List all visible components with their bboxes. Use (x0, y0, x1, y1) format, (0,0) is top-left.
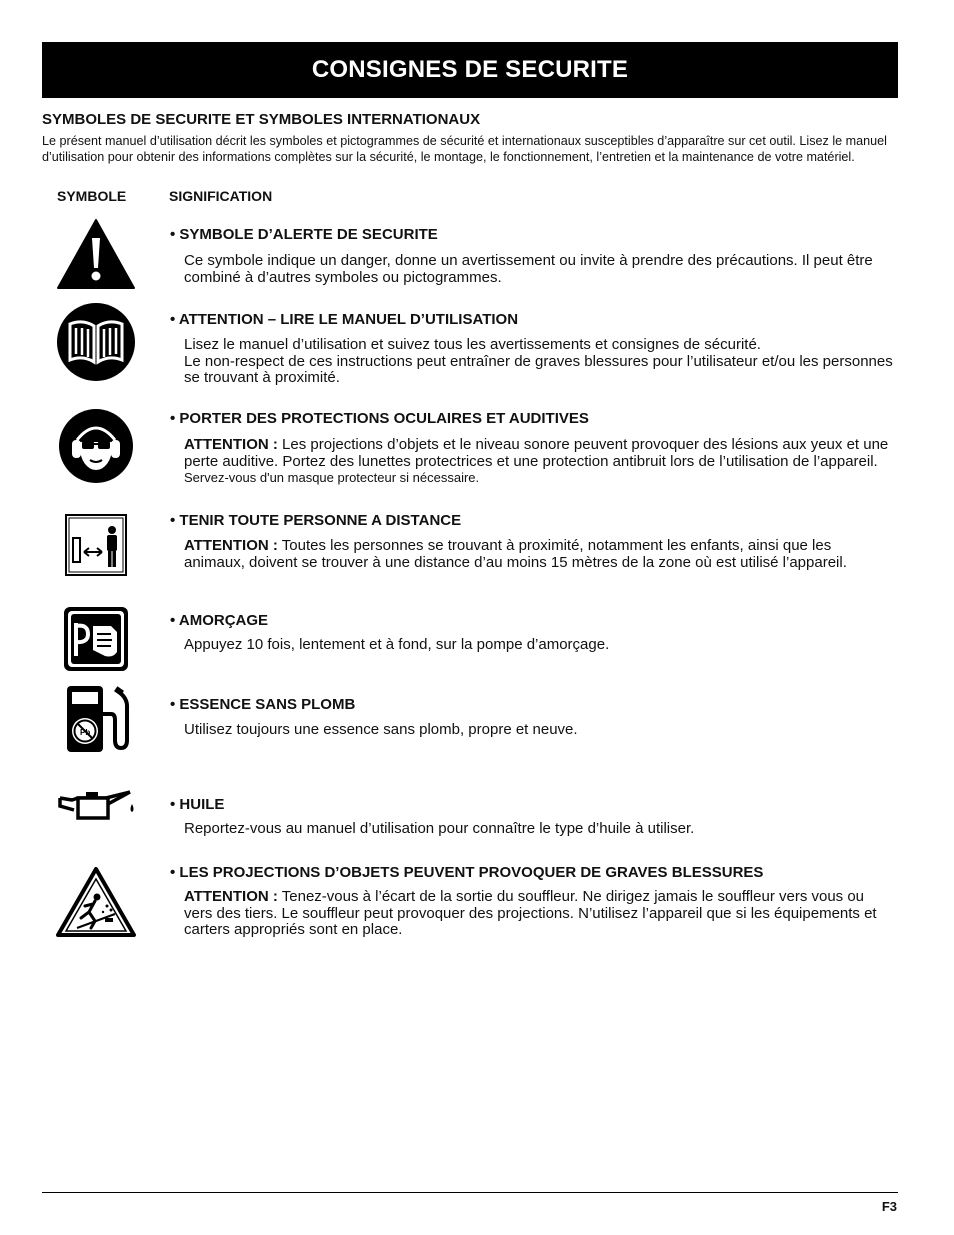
keep-distance-icon (54, 514, 138, 576)
entry-body: Appuyez 10 fois, lentement et à fond, sur la pompe d’amorçage. (184, 636, 610, 653)
unleaded-fuel-pump-icon (54, 684, 138, 754)
safety-alert-triangle-icon (54, 218, 138, 290)
thrown-objects-warning-icon (54, 866, 138, 938)
entry-body: Utilisez toujours une essence sans plomb, propre et neuve. (184, 721, 578, 738)
entry-heading: • LES PROJECTIONS D’OBJETS PEUVENT PROVOQUER DE GRAVES BLESSURES (170, 864, 764, 881)
eye-ear-protection-icon (54, 408, 138, 484)
entry-body: Reportez-vous au manuel d’utilisation pour connaître le type d’huile à utiliser. (184, 820, 695, 837)
entry-heading: • HUILE (170, 796, 225, 813)
entry-body-text: Tenez-vous à l’écart de la sortie du souffleur. Ne dirigez jamais le souffleur vers vous ou vers des tiers. Le souffleur peut provoquer des projections. N’utilisez l’appareil que si les équipements et carters appropriés sont en place. (184, 888, 877, 938)
entry-heading: • ATTENTION – LIRE LE MANUEL D’UTILISATION (170, 311, 519, 328)
entry-body (184, 337, 896, 387)
page-title: CONSIGNES DE SECURITE (311, 56, 629, 83)
entry-body-text: Les projections d’objets et le niveau sonore peuvent provoquer des lésions aux yeux et une perte auditive. Portez des lunettes protectrices et une protection antibruit lors de l’utilisation de l’appareil. (184, 436, 889, 470)
footer-rule (42, 1192, 898, 1193)
attention-label: ATTENTION : (184, 537, 278, 554)
entry-body (184, 538, 896, 571)
column-header-meaning: SIGNIFICATION (169, 188, 273, 204)
entry-heading: • PORTER DES PROTECTIONS OCULAIRES ET AUDITIVES (170, 410, 589, 427)
entry-body: Ce symbole indique un danger, donne un avertissement ou invite à prendre des précautions. Il peut être combiné à d’autres symboles ou pictogrammes. (184, 252, 873, 286)
entry-body-line: Le non-respect de ces instructions peut entraîner de graves blessures pour l’utilisateur et/ou les personnes se trouvant à proximité. (184, 352, 893, 386)
entry-heading: • SYMBOLE D’ALERTE DE SECURITE (170, 226, 438, 243)
entry-body (184, 889, 896, 939)
read-manual-book-icon (54, 302, 138, 382)
svg-text:Pb: Pb (80, 728, 91, 737)
entry-heading: • TENIR TOUTE PERSONNE A DISTANCE (170, 512, 462, 529)
oil-can-icon (54, 788, 138, 824)
primer-bulb-icon (54, 606, 138, 672)
section-intro: Le présent manuel d’utilisation décrit les symboles et pictogrammes de sécurité et internationaux susceptibles d’apparaître sur cet outil. Lisez le manuel d’utilisation pour obtenir des informations complètes sur la sécurité, le montage, le fonctionnement, l’entretien et la maintenance de votre matériel. (42, 134, 887, 164)
page-number: F3 (881, 1199, 897, 1214)
entry-body-text: Toutes les personnes se trouvant à proximité, notamment les enfants, ainsi que les animaux, doivent se trouver à une distance d’au moins 15 mètres de la zone où est utilisé l’appareil. (184, 537, 847, 571)
entry-body (184, 437, 896, 487)
entry-body-small: Servez-vous d'un masque protecteur si nécessaire. (184, 470, 480, 485)
column-header-symbol: SYMBOLE (57, 188, 127, 204)
section-title: SYMBOLES DE SECURITE ET SYMBOLES INTERNATIONAUX (42, 111, 481, 128)
attention-label: ATTENTION : (184, 888, 278, 905)
entry-heading: • ESSENCE SANS PLOMB (170, 696, 356, 713)
entry-heading: • AMORÇAGE (170, 612, 269, 629)
attention-label: ATTENTION : (184, 436, 278, 453)
entry-body-line: Lisez le manuel d’utilisation et suivez tous les avertissements et consignes de sécurité. (184, 336, 761, 353)
page-banner (42, 42, 898, 98)
